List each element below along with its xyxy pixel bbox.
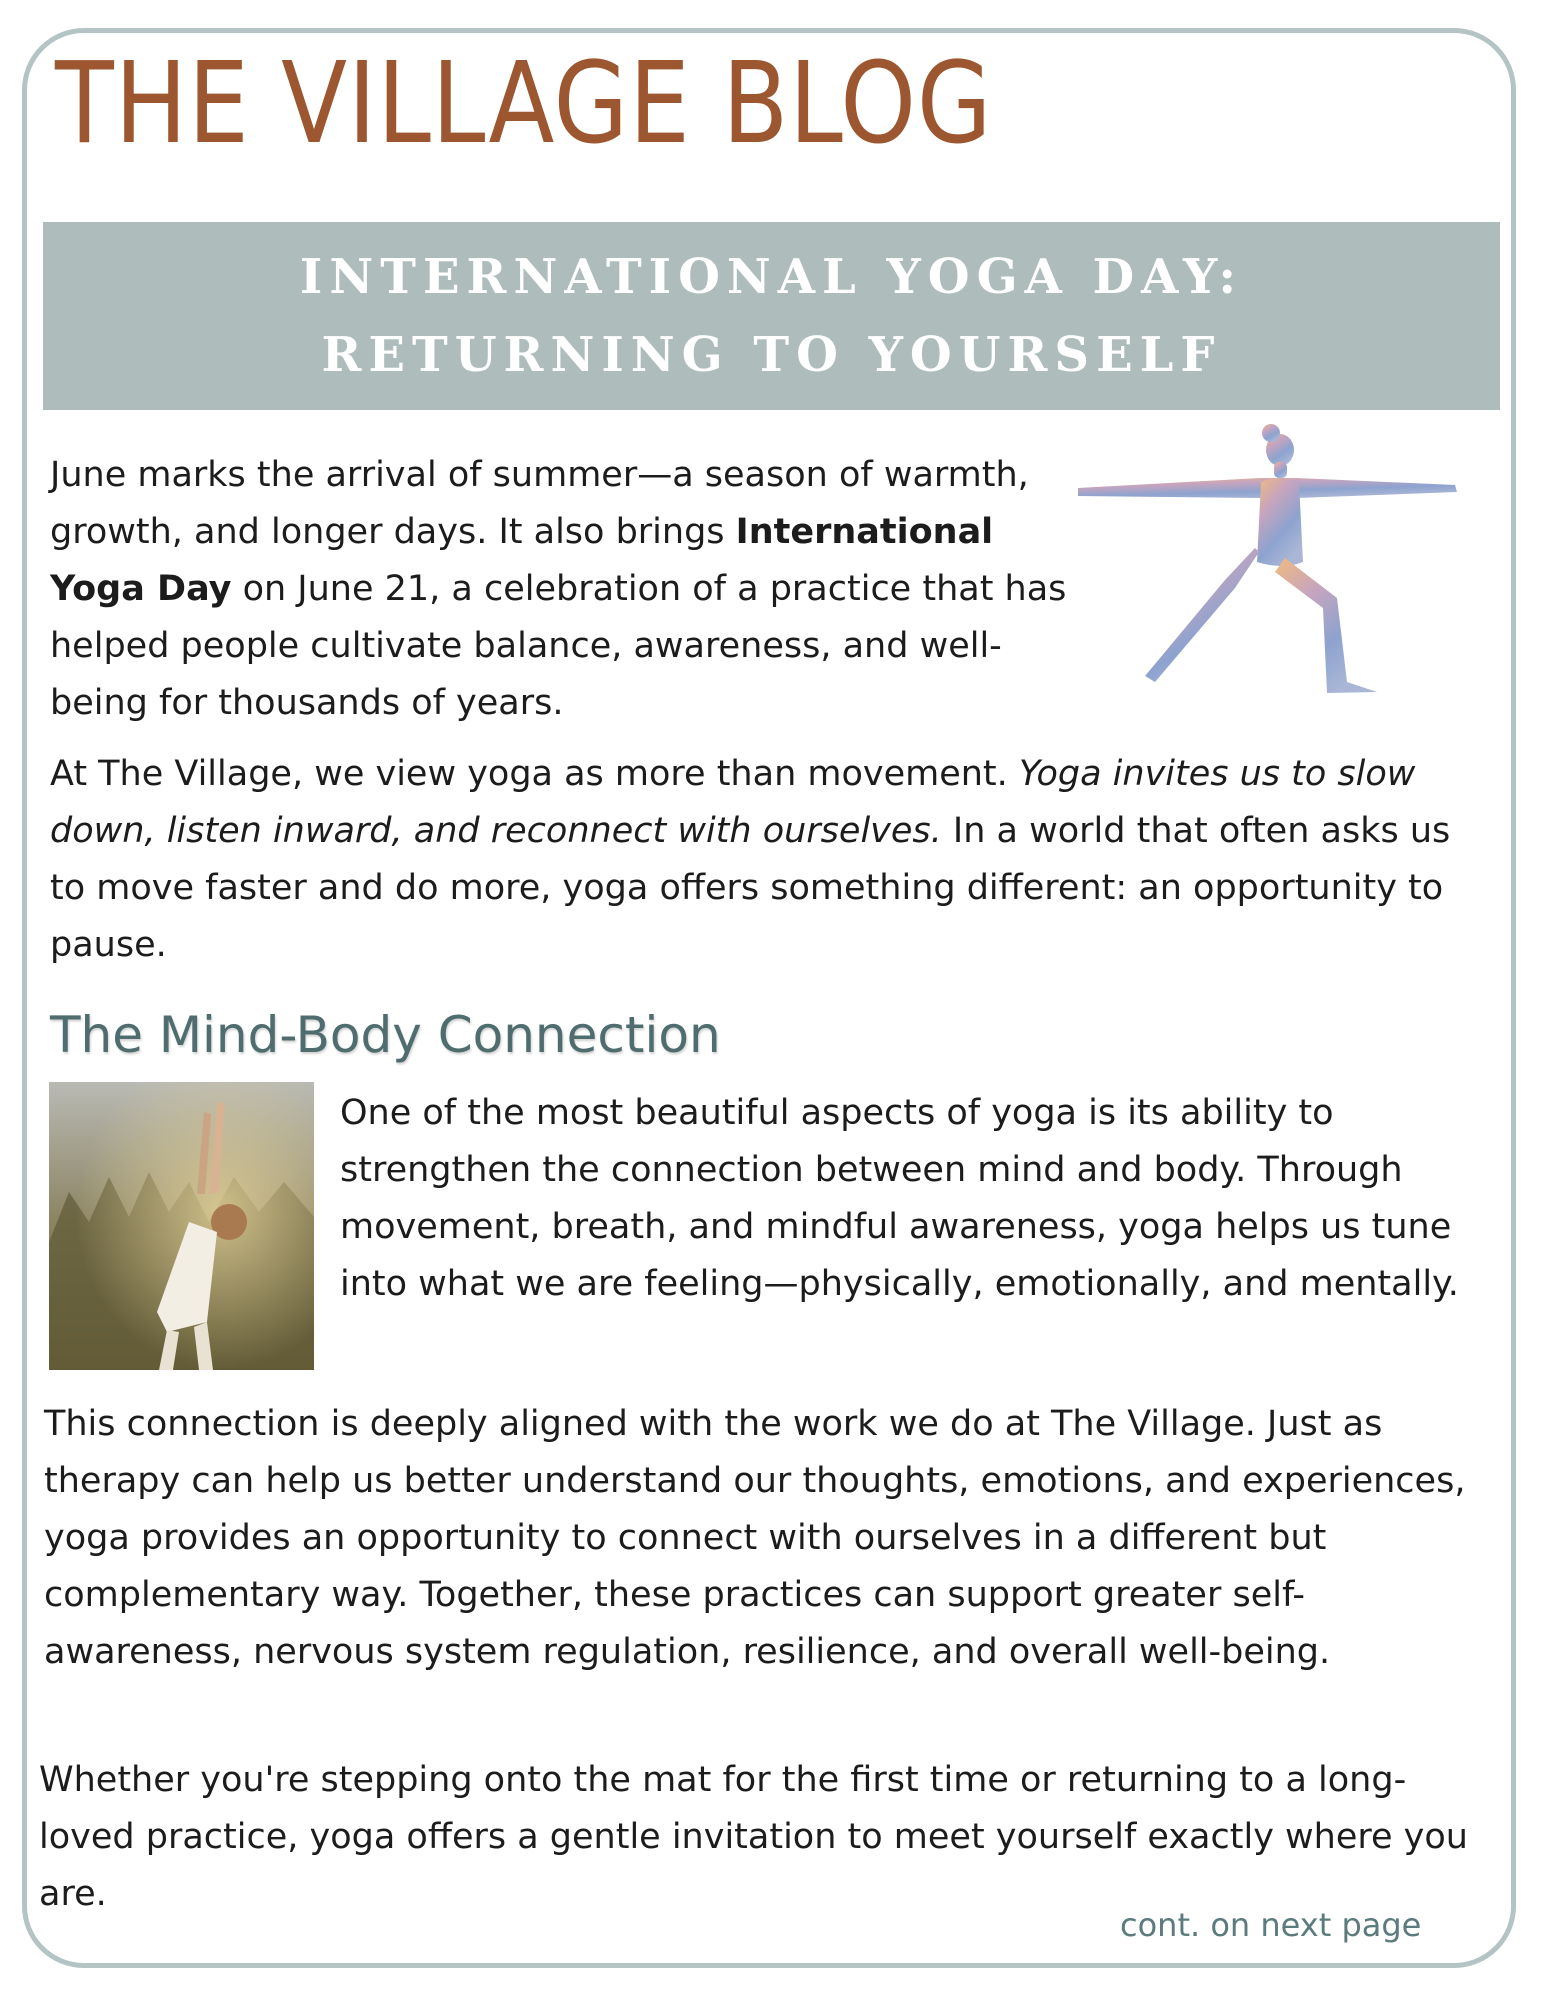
banner-title-line-1: INTERNATIONAL YOGA DAY:	[299, 249, 1244, 305]
article-banner	[43, 222, 1500, 410]
continued-note: cont. on next page	[1120, 1906, 1422, 1944]
blog-title: THE VILLAGE BLOG	[55, 39, 993, 169]
intro-bold-text: International Yoga Day	[50, 512, 994, 609]
connection-paragraph: This connection is deeply aligned with the work we do at The Village. Just as therapy can help us better understand our thoughts, emotions, and experiences, yoga provides an opportunity to connect with ourselves in a different but complementary way. Together, these practices can support greater self-awareness, nervous system regulation, resilience, and overall well-being.	[44, 1404, 1466, 1672]
section-heading: The Mind-Body Connection	[50, 1006, 721, 1064]
view-text-2: In a world that often asks us to move faster and do more, yoga offers something different: an opportunity to pause.	[50, 811, 1451, 965]
view-paragraph	[50, 746, 1480, 974]
stretching-woman-photo	[49, 1082, 314, 1370]
banner-title-line-2: RETURNING TO YOURSELF	[321, 327, 1222, 383]
intro-paragraph	[50, 447, 1080, 732]
mind-body-paragraph: One of the most beautiful aspects of yoga is its ability to strengthen the connection between mind and body. Through movement, breath, and mindful awareness, yoga helps us tune into what we are feeling—physically, emotionally, and mentally.	[340, 1093, 1459, 1304]
view-italic-text: Yoga invites us to slow down, listen inward, and reconnect with ourselves.	[50, 754, 1416, 851]
warrior-pose-figure	[1075, 420, 1475, 710]
view-text-1: At The Village, we view yoga as more than movement.	[50, 754, 1019, 794]
intro-text-2: on June 21, a celebration of a practice that has helped people cultivate balance, awareness, and well-being for thousands of years.	[50, 569, 1067, 723]
closing-paragraph: Whether you're stepping onto the mat for the first time or returning to a long-loved practice, yoga offers a gentle invitation to meet yourself exactly where you are.	[39, 1760, 1468, 1914]
intro-text-1: June marks the arrival of summer—a season of warmth, growth, and longer days. It also brings	[50, 455, 1029, 552]
